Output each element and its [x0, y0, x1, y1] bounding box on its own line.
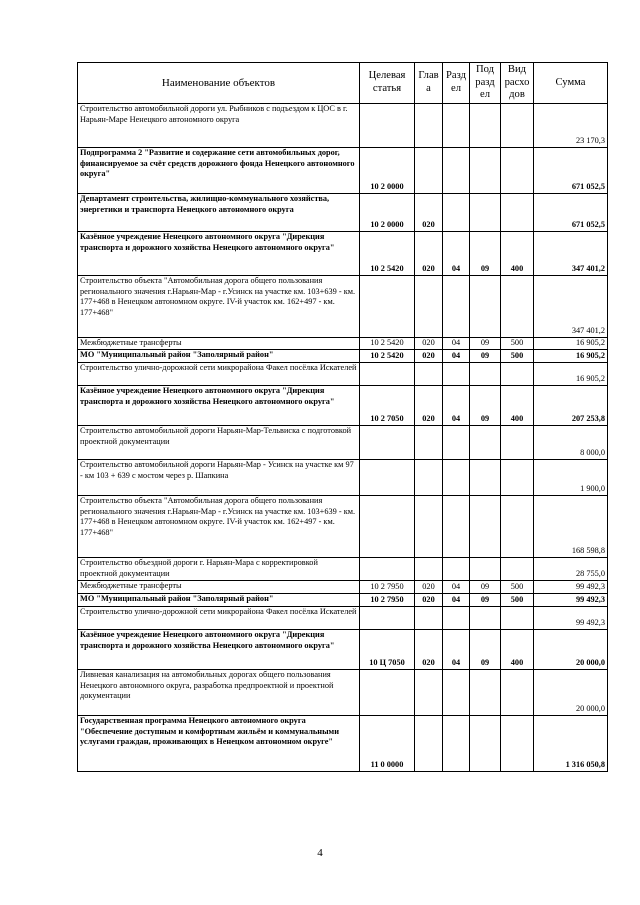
row-glava [415, 607, 443, 630]
row-vid-raskhodov: 500 [501, 594, 534, 607]
row-razdel [443, 607, 470, 630]
row-name: Строительство улично-дорожной сети микрорайона Факел посёлка Искателей [78, 363, 360, 386]
row-podrazdel: 09 [470, 232, 501, 276]
row-razdel [443, 670, 470, 716]
table-row [78, 232, 608, 276]
row-name: Государственная программа Ненецкого автономного округа "Обеспечение доступным и комфортным жильём и коммунальными услугами граждан, проживающих в Ненецком автономном округе" [78, 716, 360, 772]
row-vid-raskhodov: 400 [501, 232, 534, 276]
row-target-article [360, 426, 415, 460]
row-podrazdel [470, 607, 501, 630]
row-podrazdel [470, 670, 501, 716]
row-podrazdel [470, 716, 501, 772]
header-razdel: Разд ел [443, 63, 470, 104]
row-razdel: 04 [443, 630, 470, 670]
row-podrazdel [470, 558, 501, 581]
row-podrazdel [470, 426, 501, 460]
row-vid-raskhodov: 500 [501, 338, 534, 350]
table-row [78, 104, 608, 148]
table-row [78, 386, 608, 426]
row-vid-raskhodov [501, 716, 534, 772]
row-podrazdel [470, 460, 501, 496]
table-row [78, 496, 608, 558]
row-vid-raskhodov [501, 276, 534, 338]
row-razdel [443, 148, 470, 194]
row-name: Департамент строительства, жилищно-коммунального хозяйства, энергетики и транспорта Ненецкого автономного округа [78, 194, 360, 232]
header-name: Наименование объектов [78, 63, 360, 104]
row-target-article [360, 460, 415, 496]
row-podrazdel: 09 [470, 630, 501, 670]
row-podrazdel: 09 [470, 594, 501, 607]
row-sum: 28 755,0 [534, 558, 608, 581]
row-razdel [443, 716, 470, 772]
row-vid-raskhodov [501, 104, 534, 148]
row-vid-raskhodov [501, 607, 534, 630]
row-name: Строительство улично-дорожной сети микрорайона Факел посёлка Искателей [78, 607, 360, 630]
row-name: Казённое учреждение Ненецкого автономного округа "Дирекция транспорта и дорожного хозяйства Ненецкого автономного округа" [78, 386, 360, 426]
row-podrazdel [470, 276, 501, 338]
row-sum: 16 905,2 [534, 363, 608, 386]
table-row [78, 363, 608, 386]
row-podrazdel [470, 148, 501, 194]
row-vid-raskhodov [501, 670, 534, 716]
row-target-article: 10 2 7950 [360, 581, 415, 594]
row-sum: 99 492,3 [534, 581, 608, 594]
row-name: Казённое учреждение Ненецкого автономного округа "Дирекция транспорта и дорожного хозяйства Ненецкого автономного округа" [78, 630, 360, 670]
table-body [78, 104, 608, 772]
row-vid-raskhodov [501, 558, 534, 581]
row-name: Строительство объекта "Автомобильная дорога общего пользования регионального значения г.Нарьян-Мар - г.Усинск на участке км. 103+639 - км. 177+468 в Ненецком автономном округе. IV-й участок км. 162+497 - км. 177+468" [78, 276, 360, 338]
table-row [78, 630, 608, 670]
row-glava [415, 426, 443, 460]
row-vid-raskhodov [501, 194, 534, 232]
row-name: Межбюджетные трансферты [78, 338, 360, 350]
row-glava: 020 [415, 350, 443, 363]
row-sum: 23 170,3 [534, 104, 608, 148]
header-vid-raskhodov: Вид расхо дов [501, 63, 534, 104]
row-sum: 16 905,2 [534, 338, 608, 350]
row-sum: 347 401,2 [534, 232, 608, 276]
row-glava [415, 496, 443, 558]
row-razdel: 04 [443, 350, 470, 363]
row-sum: 99 492,3 [534, 607, 608, 630]
row-razdel [443, 104, 470, 148]
row-glava: 020 [415, 338, 443, 350]
row-vid-raskhodov [501, 496, 534, 558]
row-sum: 8 000,0 [534, 426, 608, 460]
row-vid-raskhodov: 500 [501, 350, 534, 363]
row-razdel [443, 426, 470, 460]
row-sum: 20 000,0 [534, 630, 608, 670]
row-name: Подпрограмма 2 "Развитие и содержание сети автомобильных дорог, финансируемое за счёт средств дорожного фонда Ненецкого автономного округа" [78, 148, 360, 194]
row-name: Ливневая канализация на автомобильных дорогах общего пользования Ненецкого автономного округа, разработка предпроектной и проектной документации [78, 670, 360, 716]
row-sum: 1 900,0 [534, 460, 608, 496]
row-sum: 99 492,3 [534, 594, 608, 607]
table-header [78, 63, 608, 104]
row-glava: 020 [415, 194, 443, 232]
row-name: Строительство автомобильной дороги ул. Рыбников с подъездом к ЦОС в г. Нарьян-Маре Ненецкого автономного округа [78, 104, 360, 148]
row-name: Строительство автомобильной дороги Нарьян-Мар-Тельвиска с подготовкой проектной документации [78, 426, 360, 460]
row-glava [415, 104, 443, 148]
row-vid-raskhodov [501, 426, 534, 460]
row-sum: 671 052,5 [534, 148, 608, 194]
table-row [78, 148, 608, 194]
row-razdel [443, 363, 470, 386]
row-target-article: 11 0 0000 [360, 716, 415, 772]
row-sum: 671 052,5 [534, 194, 608, 232]
row-target-article [360, 104, 415, 148]
row-podrazdel [470, 496, 501, 558]
row-name: МО "Муниципальный район "Заполярный район" [78, 350, 360, 363]
row-name: Казённое учреждение Ненецкого автономного округа "Дирекция транспорта и дорожного хозяйства Ненецкого автономного округа" [78, 232, 360, 276]
row-vid-raskhodov: 500 [501, 581, 534, 594]
row-glava: 020 [415, 232, 443, 276]
row-vid-raskhodov [501, 148, 534, 194]
row-razdel [443, 194, 470, 232]
row-target-article: 10 2 5420 [360, 232, 415, 276]
row-name: МО "Муниципальный район "Заполярный район" [78, 594, 360, 607]
row-glava: 020 [415, 386, 443, 426]
row-sum: 168 598,8 [534, 496, 608, 558]
table-row [78, 607, 608, 630]
row-glava [415, 558, 443, 581]
row-vid-raskhodov: 400 [501, 630, 534, 670]
row-razdel [443, 558, 470, 581]
table-row [78, 670, 608, 716]
row-target-article [360, 363, 415, 386]
row-target-article [360, 558, 415, 581]
row-target-article: 10 2 5420 [360, 338, 415, 350]
row-name: Строительство объекта "Автомобильная дорога общего пользования регионального значения г.Нарьян-Мар - г.Усинск на участке км. 103+639 - км. 177+468 в Ненецком автономном округе. IV-й участок км. 162+497 - км. 177+468" [78, 496, 360, 558]
row-podrazdel [470, 194, 501, 232]
row-razdel: 04 [443, 594, 470, 607]
header-podrazdel: Под разд ел [470, 63, 501, 104]
row-glava [415, 148, 443, 194]
row-podrazdel [470, 363, 501, 386]
row-razdel: 04 [443, 386, 470, 426]
table-row [78, 338, 608, 350]
row-glava: 020 [415, 581, 443, 594]
row-glava [415, 460, 443, 496]
header-sum: Сумма [534, 63, 608, 104]
row-glava [415, 716, 443, 772]
row-glava: 020 [415, 630, 443, 670]
row-target-article [360, 496, 415, 558]
row-sum: 347 401,2 [534, 276, 608, 338]
table-row [78, 350, 608, 363]
budget-table [77, 62, 608, 772]
row-target-article: 10 2 0000 [360, 148, 415, 194]
row-razdel: 04 [443, 232, 470, 276]
header-glava: Глав а [415, 63, 443, 104]
row-vid-raskhodov [501, 363, 534, 386]
table-row [78, 460, 608, 496]
row-glava [415, 363, 443, 386]
table-row [78, 276, 608, 338]
header-target-article: Целевая статья [360, 63, 415, 104]
row-razdel [443, 496, 470, 558]
row-target-article: 10 2 0000 [360, 194, 415, 232]
row-target-article [360, 670, 415, 716]
page-number: 4 [317, 847, 323, 859]
row-podrazdel [470, 104, 501, 148]
row-razdel: 04 [443, 581, 470, 594]
row-podrazdel: 09 [470, 338, 501, 350]
row-sum: 1 316 050,8 [534, 716, 608, 772]
row-podrazdel: 09 [470, 386, 501, 426]
row-razdel [443, 276, 470, 338]
table-row [78, 716, 608, 772]
row-target-article: 10 2 7950 [360, 594, 415, 607]
table-row [78, 426, 608, 460]
row-podrazdel: 09 [470, 350, 501, 363]
table-row [78, 558, 608, 581]
row-glava [415, 276, 443, 338]
row-glava [415, 670, 443, 716]
row-vid-raskhodov: 400 [501, 386, 534, 426]
row-razdel: 04 [443, 338, 470, 350]
row-sum: 20 000,0 [534, 670, 608, 716]
row-target-article [360, 607, 415, 630]
row-sum: 207 253,8 [534, 386, 608, 426]
row-name: Строительство объездной дороги г. Нарьян-Мара с корректировкой проектной документации [78, 558, 360, 581]
row-glava: 020 [415, 594, 443, 607]
table-row [78, 581, 608, 594]
row-sum: 16 905,2 [534, 350, 608, 363]
row-target-article: 10 Ц 7050 [360, 630, 415, 670]
row-razdel [443, 460, 470, 496]
row-name: Межбюджетные трансферты [78, 581, 360, 594]
table-row [78, 594, 608, 607]
row-target-article: 10 2 7050 [360, 386, 415, 426]
row-name: Строительство автомобильной дороги Нарьян-Мар - Усинск на участке км 97 - км 103 + 639 с мостом через р. Шапкина [78, 460, 360, 496]
row-podrazdel: 09 [470, 581, 501, 594]
row-target-article: 10 2 5420 [360, 350, 415, 363]
table-row [78, 194, 608, 232]
row-target-article [360, 276, 415, 338]
row-vid-raskhodov [501, 460, 534, 496]
